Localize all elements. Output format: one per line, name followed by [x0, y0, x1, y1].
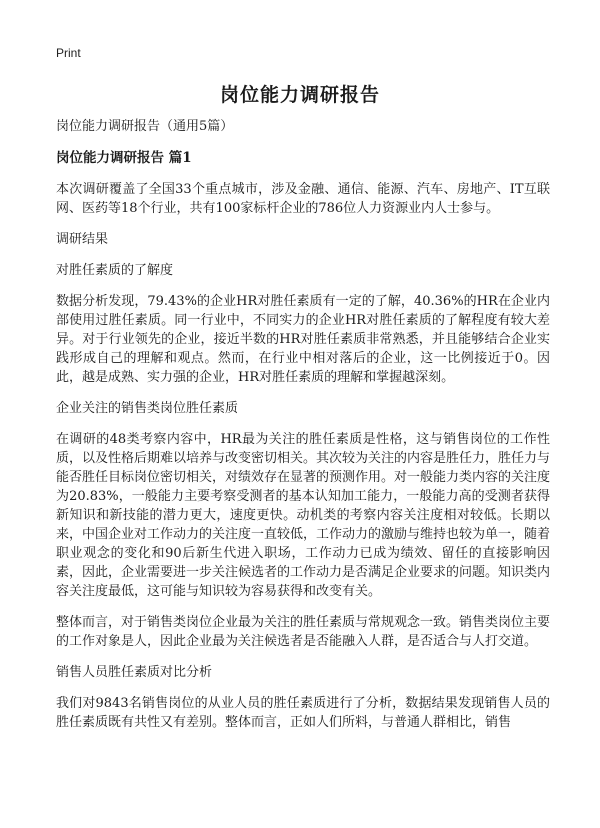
heading-results: 调研结果	[56, 232, 109, 247]
paragraph-understanding: 数据分析发现，79.43%的企业HR对胜任素质有一定的了解，40.36%的HR在企业内部使用过胜任素质。同一行业中，不同实力的企业HR对胜任素质的了解程度有较大差异。对于行业领先的企业，接近半数的HR对胜任素质非常熟悉，并且能够结合企业实践形成自己的理解和观点。然而，在行业中相对落后的企业，这一比例接近于0。因此，越是成熟、实力强的企业，HR对胜任素质的理解和掌握越深刻。	[56, 294, 550, 385]
section-title: 岗位能力调研报告 篇1	[56, 150, 192, 166]
heading-comparison: 销售人员胜任素质对比分析	[56, 665, 213, 680]
document-title: 岗位能力调研报告	[219, 84, 380, 106]
paragraph-sales-competency: 在调研的48类考察内容中，HR最为关注的胜任素质是性格，这与销售岗位的工作性质，以及性格后期难以培养与改变密切相关。其次较为关注的内容是胜任力，胜任力与能否胜任目标岗位密切相关，对绩效存在显著的预测作用。对一般能力类内容的关注度为20.83%，一般能力主要考察受测者的基本认知加工能力，一般能力高的受测者获得新知识和新技能的潜力更大，速度更快。动机类的考察内容关注度相对较低。长期以来，中国企业对工作动力的关注度一直较低，工作动力的激励与维持也较为单一，随着职业观念的变化和90后新生代进入职场，工作动力已成为绩效、留任的直接影响因素，因此，企业需要进一步关注候选者的工作动力是否满足企业要求的问题。知识类内容关注度最低，这可能与知识较为容易获得和改变有关。	[56, 432, 551, 599]
heading-sales-competency: 企业关注的销售类岗位胜任素质	[56, 401, 239, 416]
heading-understanding: 对胜任素质的了解度	[56, 263, 174, 278]
document-body	[56, 117, 550, 744]
paragraph-summary: 整体而言，对于销售类岗位企业最为关注的胜任素质与常规观念一致。销售类岗位主要的工作对象是人，因此企业最为关注候选者是否能融入人群，是否适合与人打交道。	[56, 615, 551, 649]
document-subtitle: 岗位能力调研报告（通用5篇）	[56, 119, 234, 134]
intro-paragraph: 本次调研覆盖了全国33个重点城市，涉及金融、通信、能源、汽车、房地产、IT互联网、医药等18个行业，共有100家标杆企业的786位人力资源业内人士参与。	[56, 182, 550, 216]
print-link[interactable]: Print	[56, 46, 81, 60]
paragraph-comparison: 我们对9843名销售岗位的从业人员的胜任素质进行了分析，数据结果发现销售人员的胜任素质既有共性又有差别。整体而言，正如人们所料，与普通人群相比，销售	[56, 696, 550, 730]
